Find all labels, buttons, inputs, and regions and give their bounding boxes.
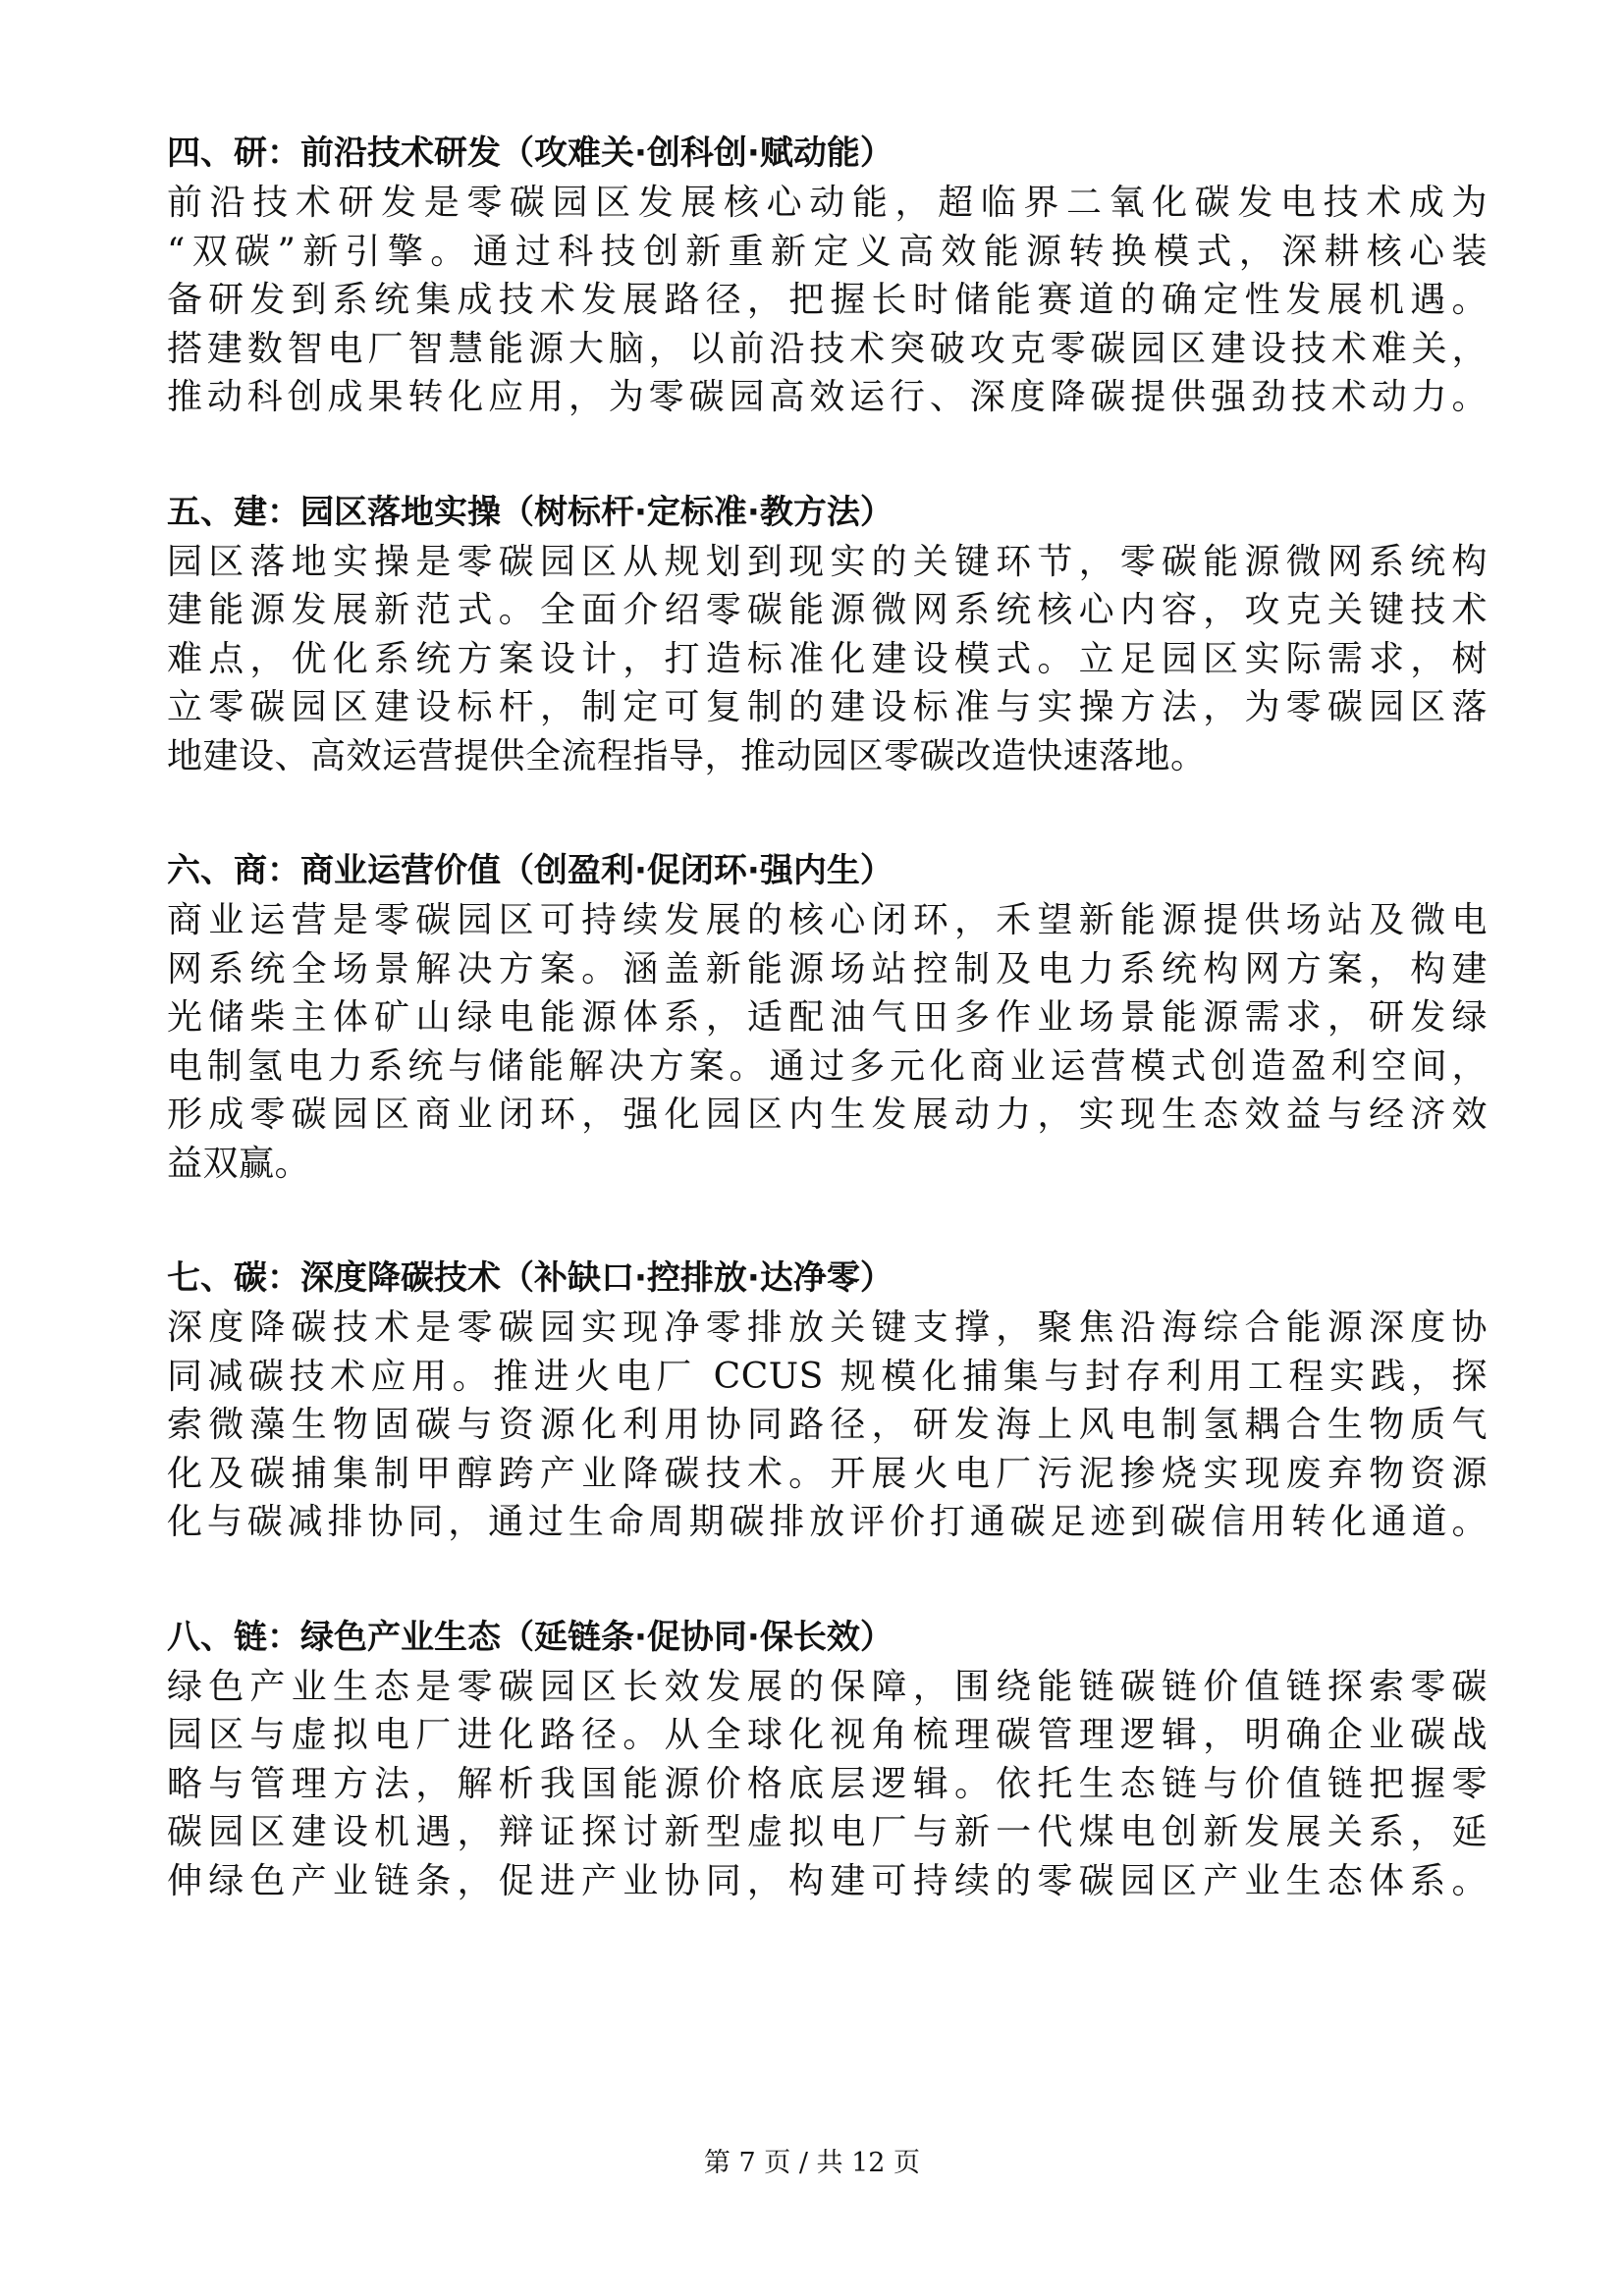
section-heading: 八、链：绿色产业生态（延链条·促协同·保长效） — [167, 1617, 893, 1657]
paragraph-line: 绿色产业生态是零碳园区长效发展的保障，围绕能链碳链价值链探索零碳 — [167, 1666, 1488, 1707]
paragraph-line: 化及碳捕集制甲醇跨产业降碳技术。开展火电厂污泥掺烧实现废弃物资源 — [167, 1453, 1488, 1494]
paragraph-line: 前沿技术研发是零碳园区发展核心动能，超临界二氧化碳发电技术成为 — [167, 183, 1488, 223]
section-heading: 四、研：前沿技术研发（攻难关·创科创·赋动能） — [167, 133, 893, 173]
paragraph-line: 化与碳减排协同，通过生命周期碳排放评价打通碳足迹到碳信用转化通道。 — [167, 1502, 1488, 1542]
paragraph-line: 难点，优化系统方案设计，打造标准化建设模式。立足园区实际需求，树 — [167, 638, 1488, 679]
section-heading: 五、建：园区落地实操（树标杆·定标准·教方法） — [167, 492, 893, 532]
section-chain — [167, 1614, 1488, 1906]
section-carbon — [167, 1255, 1488, 1547]
paragraph-line: 建能源发展新范式。全面介绍零碳能源微网系统核心内容，攻克关键技术 — [167, 590, 1488, 630]
paragraph-line: 形成零碳园区商业闭环，强化园区内生发展动力，实现生态效益与经济效 — [167, 1095, 1488, 1135]
paragraph-line: “双碳”新引擎。通过科技创新重新定义高效能源转换模式，深耕核心装 — [167, 231, 1488, 272]
section-build — [167, 489, 1488, 781]
paragraph-line: 商业运营是零碳园区可持续发展的核心闭环，禾望新能源提供场站及微电 — [167, 900, 1488, 940]
paragraph-line: 电制氢电力系统与储能解决方案。通过多元化商业运营模式创造盈利空间， — [167, 1045, 1488, 1087]
section-business — [167, 847, 1488, 1188]
section-heading: 七、碳：深度降碳技术（补缺口·控排放·达净零） — [167, 1258, 893, 1298]
paragraph-line: 立零碳园区建设标杆，制定可复制的建设标准与实操方法，为零碳园区落 — [167, 687, 1488, 727]
paragraph-line: 略与管理方法，解析我国能源价格底层逻辑。依托生态链与价值链把握零 — [167, 1763, 1488, 1804]
paragraph-line: 光储柴主体矿山绿电能源体系，适配油气田多作业场景能源需求，研发绿 — [167, 997, 1488, 1038]
paragraph-line: 网系统全场景解决方案。涵盖新能源场站控制及电力系统构网方案，构建 — [167, 948, 1488, 989]
paragraph-line: 索微藻生物固碳与资源化利用协同路径，研发海上风电制氢耦合生物质气 — [167, 1405, 1488, 1445]
paragraph-line: 推动科创成果转化应用，为零碳园高效运行、深度降碳提供强劲技术动力。 — [167, 377, 1488, 417]
page-number-footer: 第 7 页 / 共 12 页 — [703, 2148, 921, 2178]
paragraph-line: 搭建数智电厂智慧能源大脑，以前沿技术突破攻克零碳园区建设技术难关， — [167, 328, 1488, 369]
paragraph-line: 深度降碳技术是零碳园实现净零排放关键支撑，聚焦沿海综合能源深度协 — [167, 1308, 1488, 1348]
paragraph-line: 园区与虚拟电厂进化路径。从全球化视角梳理碳管理逻辑，明确企业碳战 — [167, 1715, 1488, 1755]
section-heading: 六、商：商业运营价值（创盈利·促闭环·强内生） — [167, 851, 893, 890]
paragraph-line: 备研发到系统集成技术发展路径，把握长时储能赛道的确定性发展机遇。 — [167, 280, 1488, 320]
section-research — [167, 130, 1488, 422]
paragraph-line: 园区落地实操是零碳园区从规划到现实的关键环节，零碳能源微网系统构 — [167, 541, 1488, 582]
paragraph-line: 同减碳技术应用。推进火电厂 CCUS 规模化捕集与封存利用工程实践，探 — [167, 1356, 1488, 1397]
paragraph-line: 益双赢。 — [167, 1143, 311, 1184]
paragraph-line: 地建设、高效运营提供全流程指导，推动园区零碳改造快速落地。 — [167, 735, 1207, 776]
document-page — [167, 130, 1488, 1972]
paragraph-line: 伸绿色产业链条，促进产业协同，构建可持续的零碳园区产业生态体系。 — [167, 1860, 1488, 1901]
paragraph-line: 碳园区建设机遇，辩证探讨新型虚拟电厂与新一代煤电创新发展关系，延 — [167, 1812, 1488, 1852]
